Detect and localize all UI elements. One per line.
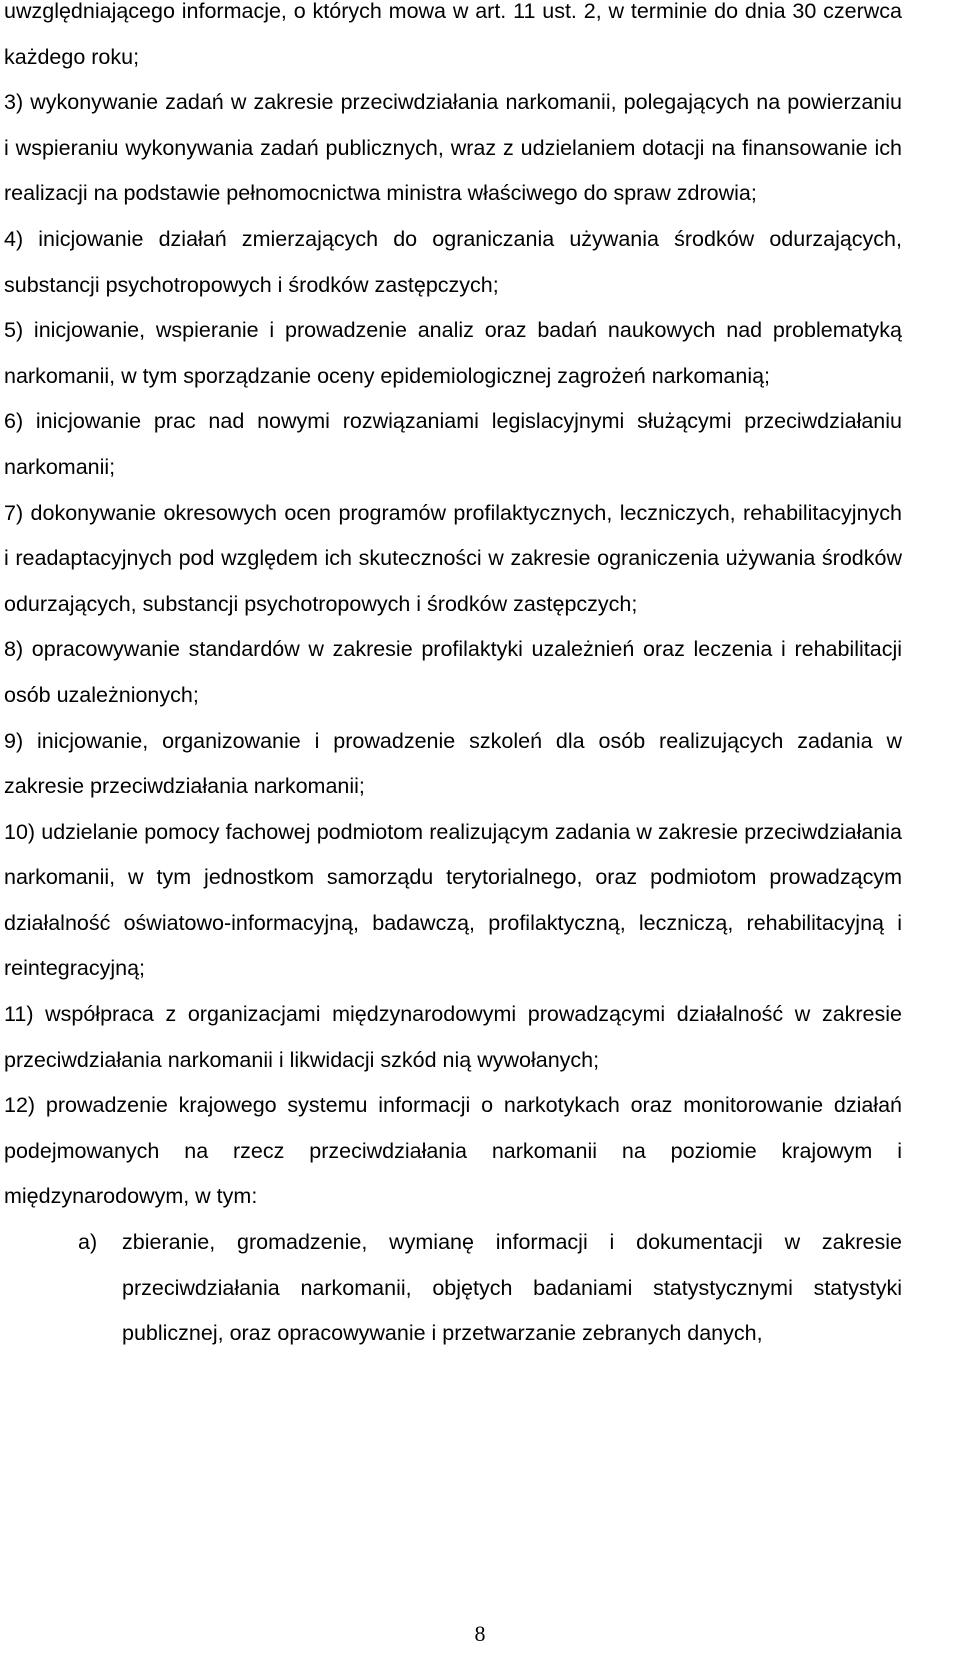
paragraph-continuation: uwzględniającego informacje, o których mowa w art. 11 ust. 2, w terminie do dnia 30 czerwca każdego roku; <box>4 0 902 69</box>
list-item-6: 6) inicjowanie prac nad nowymi rozwiązaniami legislacyjnymi służącymi przeciwdziałaniu narkomanii; <box>4 409 902 479</box>
list-item-3: 3) wykonywanie zadań w zakresie przeciwdziałania narkomanii, polegających na powierzaniu i wspieraniu wykonywania zadań publicznych, wraz z udzielaniem dotacji na finansowanie ich realizacji na podstawie pełnomocnictwa ministra właściwego do spraw zdrowia; <box>4 90 902 206</box>
sub-list-item-a <box>4 1220 902 1357</box>
document-body <box>4 0 902 1357</box>
list-item-12: 12) prowadzenie krajowego systemu informacji o narkotykach oraz monitorowanie działań podejmowanych na rzecz przeciwdziałania narkomanii na poziomie krajowym i międzynarodowym, w tym: <box>4 1093 902 1209</box>
list-item-4: 4) inicjowanie działań zmierzających do ograniczania używania środków odurzających, substancji psychotropowych i środków zastępczych; <box>4 226 902 297</box>
list-item-9: 9) inicjowanie, organizowanie i prowadzenie szkoleń dla osób realizujących zadania w zakresie przeciwdziałania narkomanii; <box>4 728 902 799</box>
sub-list-marker: a) <box>78 1230 98 1255</box>
list-item-7: 7) dokonywanie okresowych ocen programów profilaktycznych, leczniczych, rehabilitacyjnych i readaptacyjnych pod względem ich skuteczności w zakresie ograniczenia używania środków odurzających, substancji psychotropowych i środków zastępczych; <box>4 500 902 616</box>
page-number: 8 <box>474 1621 486 1646</box>
sub-list-text: zbieranie, gromadzenie, wymianę informacji i dokumentacji w zakresie przeciwdziałania narkomanii, objętych badaniami statystycznymi statystyki publicznej, oraz opracowywanie i przetwarzanie zebranych danych, <box>122 1230 902 1346</box>
list-item-10: 10) udzielanie pomocy fachowej podmiotom realizującym zadania w zakresie przeciwdziałania narkomanii, w tym jednostkom samorządu terytorialnego, oraz podmiotom prowadzącym działalność oświatowo-informacyjną, badawczą, profilaktyczną, leczniczą, rehabilitacyjną i reintegracyjną; <box>4 819 902 981</box>
list-item-5: 5) inicjowanie, wspieranie i prowadzenie analiz oraz badań naukowych nad problematyką narkomanii, w tym sporządzanie oceny epidemiologicznej zagrożeń narkomanią; <box>4 318 902 388</box>
list-item-8: 8) opracowywanie standardów w zakresie profilaktyki uzależnień oraz leczenia i rehabilitacji osób uzależnionych; <box>4 637 902 707</box>
list-item-11: 11) współpraca z organizacjami międzynarodowymi prowadzącymi działalność w zakresie przeciwdziałania narkomanii i likwidacji szkód nią wywołanych; <box>4 1002 902 1072</box>
